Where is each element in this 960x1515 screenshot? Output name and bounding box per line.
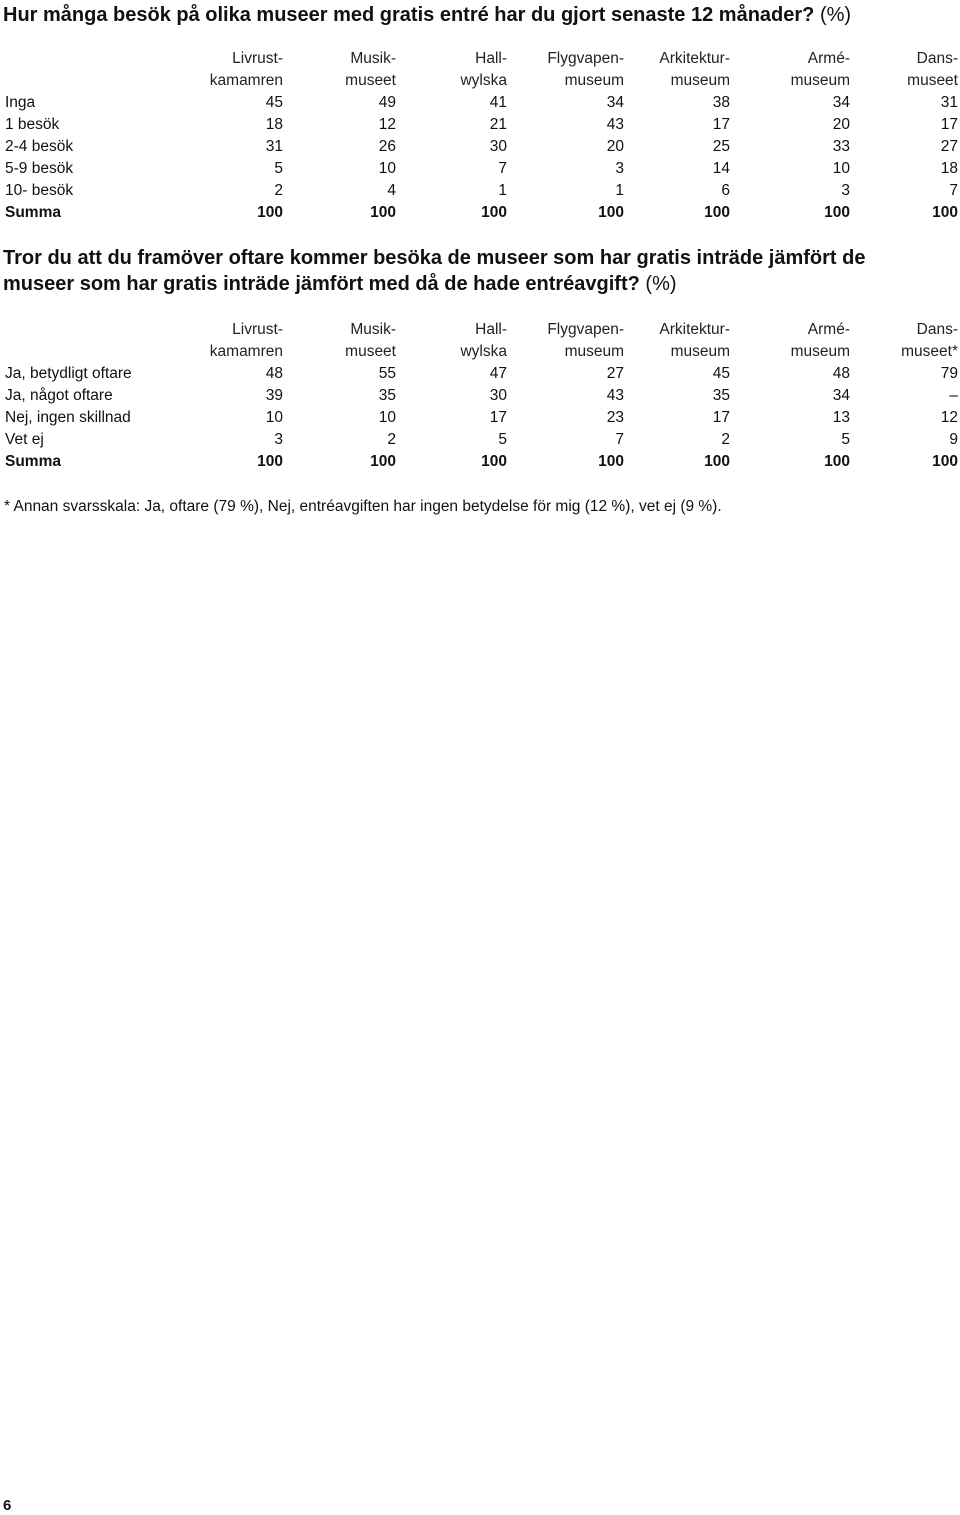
- col-head-line1: Flygvapen-: [547, 50, 624, 67]
- cell-value: 25: [712, 138, 730, 155]
- cell-value: 6: [721, 182, 730, 199]
- row-label: Summa: [5, 204, 61, 221]
- future-col-dansmuseet: [852, 319, 960, 363]
- cell-value: 47: [489, 365, 507, 382]
- visits-table-row: [0, 202, 960, 224]
- cell-value: 41: [489, 94, 507, 111]
- future-visits-table-body: [0, 363, 960, 473]
- col-head-line2: museum: [564, 72, 624, 89]
- col-head-line1: Flygvapen-: [547, 321, 624, 338]
- visits-col-armemuseum: [732, 48, 852, 92]
- col-head-line1: Armé-: [807, 321, 850, 338]
- section2-title-line1: Tror du att du framöver oftare kommer besöka de museer som har gratis inträde jämfört de: [3, 247, 866, 269]
- section2-title-suffix: (%): [645, 273, 677, 295]
- cell-value: 33: [832, 138, 850, 155]
- visits-header-blank: [0, 48, 180, 92]
- col-head-line1: Livrust-: [232, 50, 283, 67]
- row-label: Ja, något oftare: [5, 387, 113, 404]
- col-head-line2: museum: [670, 343, 730, 360]
- future-visits-table: [0, 319, 960, 473]
- cell-value: 1: [498, 182, 507, 199]
- cell-value: 100: [370, 204, 396, 221]
- cell-value: 100: [704, 204, 730, 221]
- col-head-line2: kamamren: [209, 343, 283, 360]
- cell-value: 9: [949, 431, 958, 448]
- cell-value: 10: [378, 409, 396, 426]
- cell-value: 79: [940, 365, 958, 382]
- footnote: * Annan svarsskala: Ja, oftare (79 %), Nej, entréavgiften har ingen betydelse för mig (12 %), vet ej (9 %).: [4, 498, 722, 515]
- cell-value: 4: [387, 182, 396, 199]
- visits-table: [0, 48, 960, 224]
- col-head-line2: museet: [345, 343, 396, 360]
- cell-value: 12: [378, 116, 396, 133]
- cell-value: 39: [265, 387, 283, 404]
- cell-value: 100: [932, 204, 958, 221]
- col-head-line2: wylska: [460, 343, 507, 360]
- cell-value: 10: [265, 409, 283, 426]
- cell-value: 34: [606, 94, 624, 111]
- section2-title: [3, 245, 958, 297]
- cell-value: 2: [721, 431, 730, 448]
- future-table-row: [0, 385, 960, 407]
- section2-title-line2-wrap: [3, 271, 958, 297]
- row-label: Vet ej: [5, 431, 44, 448]
- visits-col-flygvapenmuseum: [509, 48, 626, 92]
- col-head-line1: Hall-: [475, 321, 507, 338]
- visits-table-row: [0, 114, 960, 136]
- cell-value: 27: [940, 138, 958, 155]
- col-head-line2: museet: [345, 72, 396, 89]
- row-label: Summa: [5, 453, 61, 470]
- future-col-armemuseum: [732, 319, 852, 363]
- future-col-arkitekturmuseum: [626, 319, 732, 363]
- cell-value: 100: [824, 204, 850, 221]
- cell-value: 45: [265, 94, 283, 111]
- cell-value: 21: [489, 116, 507, 133]
- cell-value: 100: [481, 453, 507, 470]
- visits-col-livrustkammaren: [180, 48, 285, 92]
- cell-value: 100: [257, 204, 283, 221]
- cell-value: 7: [949, 182, 958, 199]
- future-col-livrustkammaren: [180, 319, 285, 363]
- future-header-blank: [0, 319, 180, 363]
- cell-value: 26: [378, 138, 396, 155]
- cell-value: –: [949, 387, 958, 404]
- visits-col-hallwylska: [398, 48, 509, 92]
- cell-value: 1: [615, 182, 624, 199]
- col-head-line1: Armé-: [807, 50, 850, 67]
- col-head-line1: Dans-: [916, 50, 958, 67]
- visits-table-body: [0, 92, 960, 224]
- section2-title-line2: museer som har gratis inträde jämfört med då de hade entréavgift?: [3, 273, 640, 295]
- visits-header-row: [0, 48, 960, 92]
- cell-value: 30: [489, 138, 507, 155]
- cell-value: 45: [712, 365, 730, 382]
- cell-value: 17: [489, 409, 507, 426]
- col-head-line1: Musik-: [350, 50, 396, 67]
- cell-value: 34: [832, 94, 850, 111]
- col-head-line1: Dans-: [916, 321, 958, 338]
- col-head-line2: museum: [790, 72, 850, 89]
- row-label: Inga: [5, 94, 36, 111]
- page-number: 6: [3, 1497, 12, 1514]
- visits-table-row: [0, 180, 960, 202]
- future-table-row: [0, 363, 960, 385]
- col-head-line1: Hall-: [475, 50, 507, 67]
- col-head-line1: Musik-: [350, 321, 396, 338]
- cell-value: 49: [378, 94, 396, 111]
- future-col-musikmuseet: [285, 319, 398, 363]
- col-head-line1: Livrust-: [232, 321, 283, 338]
- cell-value: 27: [606, 365, 624, 382]
- col-head-line1: Arkitektur-: [659, 50, 730, 67]
- visits-col-arkitekturmuseum: [626, 48, 732, 92]
- cell-value: 17: [712, 409, 730, 426]
- cell-value: 35: [378, 387, 396, 404]
- cell-value: 17: [940, 116, 958, 133]
- cell-value: 35: [712, 387, 730, 404]
- cell-value: 3: [274, 431, 283, 448]
- cell-value: 43: [606, 387, 624, 404]
- cell-value: 31: [265, 138, 283, 155]
- col-head-line2: museet*: [901, 343, 958, 360]
- visits-col-musikmuseet: [285, 48, 398, 92]
- cell-value: 30: [489, 387, 507, 404]
- visits-table-row: [0, 158, 960, 180]
- row-label: 1 besök: [5, 116, 60, 133]
- cell-value: 10: [832, 160, 850, 177]
- future-header-row: [0, 319, 960, 363]
- cell-value: 3: [615, 160, 624, 177]
- cell-value: 5: [498, 431, 507, 448]
- section1-title-text: Hur många besök på olika museer med gratis entré har du gjort senaste 12 månader?: [3, 4, 815, 26]
- cell-value: 43: [606, 116, 624, 133]
- col-head-line2: kamamren: [209, 72, 283, 89]
- cell-value: 55: [378, 365, 396, 382]
- row-label: Ja, betydligt oftare: [5, 365, 132, 382]
- cell-value: 3: [841, 182, 850, 199]
- future-table-row: [0, 407, 960, 429]
- visits-table-row: [0, 136, 960, 158]
- col-head-line2: wylska: [460, 72, 507, 89]
- cell-value: 100: [824, 453, 850, 470]
- cell-value: 100: [932, 453, 958, 470]
- row-label: Nej, ingen skillnad: [5, 409, 131, 426]
- col-head-line2: museum: [790, 343, 850, 360]
- cell-value: 5: [841, 431, 850, 448]
- cell-value: 100: [481, 204, 507, 221]
- cell-value: 100: [370, 453, 396, 470]
- cell-value: 38: [712, 94, 730, 111]
- cell-value: 7: [615, 431, 624, 448]
- row-label: 10- besök: [5, 182, 74, 199]
- cell-value: 100: [598, 453, 624, 470]
- cell-value: 18: [265, 116, 283, 133]
- future-col-hallwylska: [398, 319, 509, 363]
- future-table-row: [0, 429, 960, 451]
- cell-value: 34: [832, 387, 850, 404]
- section1-title-suffix: (%): [819, 4, 852, 26]
- cell-value: 13: [832, 409, 850, 426]
- cell-value: 100: [704, 453, 730, 470]
- cell-value: 7: [498, 160, 507, 177]
- future-table-row: [0, 451, 960, 473]
- cell-value: 31: [940, 94, 958, 111]
- cell-value: 17: [712, 116, 730, 133]
- cell-value: 100: [598, 204, 624, 221]
- cell-value: 10: [378, 160, 396, 177]
- cell-value: 5: [274, 160, 283, 177]
- section1-title: [3, 2, 958, 28]
- row-label: 2-4 besök: [5, 138, 74, 155]
- cell-value: 12: [940, 409, 958, 426]
- cell-value: 14: [712, 160, 730, 177]
- future-col-flygvapenmuseum: [509, 319, 626, 363]
- cell-value: 2: [387, 431, 396, 448]
- row-label: 5-9 besök: [5, 160, 74, 177]
- cell-value: 48: [832, 365, 850, 382]
- col-head-line2: museum: [670, 72, 730, 89]
- cell-value: 2: [274, 182, 283, 199]
- cell-value: 100: [257, 453, 283, 470]
- col-head-line1: Arkitektur-: [659, 321, 730, 338]
- cell-value: 20: [832, 116, 850, 133]
- cell-value: 48: [265, 365, 283, 382]
- cell-value: 23: [606, 409, 624, 426]
- col-head-line2: museum: [564, 343, 624, 360]
- cell-value: 20: [606, 138, 624, 155]
- visits-table-row: [0, 92, 960, 114]
- visits-col-dansmuseet: [852, 48, 960, 92]
- cell-value: 18: [940, 160, 958, 177]
- col-head-line2: museet: [907, 72, 958, 89]
